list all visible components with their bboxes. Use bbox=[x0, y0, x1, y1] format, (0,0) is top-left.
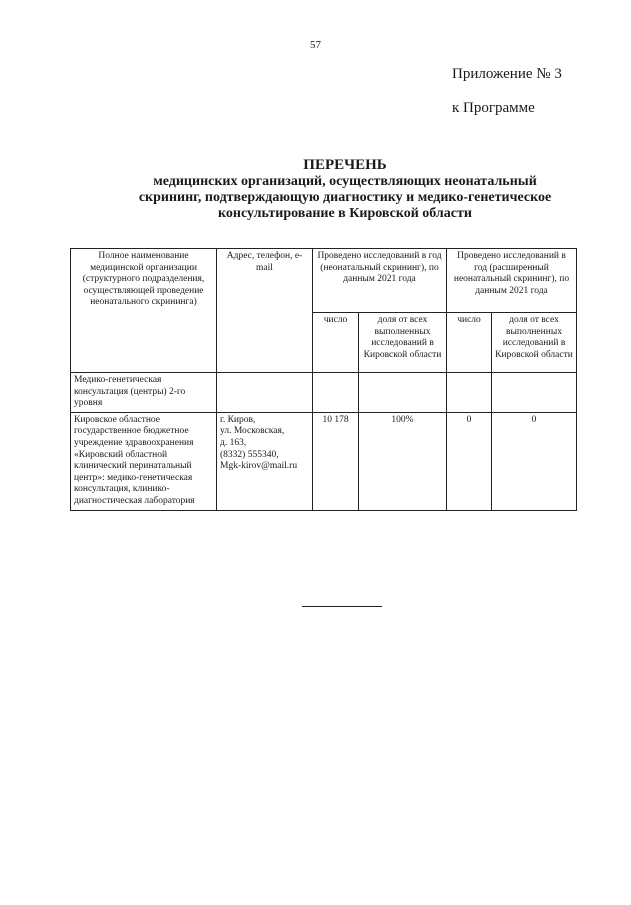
neonatal-count: 10 178 bbox=[313, 412, 359, 510]
subheader-extended-count: число bbox=[447, 313, 492, 373]
document-title bbox=[130, 157, 560, 222]
section-label: Медико-генетическая консультация (центры) 2-го уровня bbox=[71, 373, 217, 413]
address-phone: (8332) 555340, bbox=[220, 449, 279, 460]
title-line-1: медицинских организаций, осуществляющих неонатальный bbox=[153, 174, 537, 189]
address-street: ул. Московская, bbox=[220, 426, 285, 437]
program-label: к Программе bbox=[452, 100, 535, 116]
header-neonatal: Проведено исследований в год (неонатальный скрининг), по данным 2021 года bbox=[313, 249, 447, 313]
subheader-neonatal-count: число bbox=[313, 313, 359, 373]
closing-rule bbox=[302, 606, 382, 607]
header-extended: Проведено исследований в год (расширенный неонатальный скрининг), по данным 2021 года bbox=[447, 249, 577, 313]
page-number: 57 bbox=[310, 39, 321, 51]
table-header-row bbox=[71, 249, 577, 313]
extended-count: 0 bbox=[447, 412, 492, 510]
org-name: Кировское областное государственное бюджетное учреждение здравоохранения «Кировский областной клинический перинатальный центр»: медико-генетическая консультация, клинико-диагностическая лаборатория bbox=[71, 412, 217, 510]
title-heading: ПЕРЕЧЕНЬ bbox=[303, 157, 387, 173]
title-line-3: консультирование в Кировской области bbox=[218, 206, 472, 221]
section-empty-cell bbox=[492, 373, 577, 413]
section-empty-cell bbox=[313, 373, 359, 413]
header-address: Адрес, телефон, e-mail bbox=[217, 249, 313, 373]
table-row bbox=[71, 412, 577, 510]
appendix-label: Приложение № 3 bbox=[452, 66, 562, 82]
organizations-table bbox=[70, 248, 577, 511]
address-building: д. 163, bbox=[220, 437, 247, 448]
section-empty-cell bbox=[447, 373, 492, 413]
neonatal-share: 100% bbox=[359, 412, 447, 510]
section-empty-cell bbox=[217, 373, 313, 413]
header-name: Полное наименование медицинской организации (структурного подразделения, осуществляющей проведение неонатального скрининга) bbox=[71, 249, 217, 373]
title-line-2: скрининг, подтверждающую диагностику и медико-генетическое bbox=[138, 190, 552, 205]
address-email: Mgk-kirov@mail.ru bbox=[220, 461, 298, 472]
subheader-extended-share: доля от всех выполненных исследований в Кировской области bbox=[492, 313, 577, 373]
org-address bbox=[217, 412, 313, 510]
subheader-neonatal-share: доля от всех выполненных исследований в Кировской области bbox=[359, 313, 447, 373]
table-section-row bbox=[71, 373, 577, 413]
extended-share: 0 bbox=[492, 412, 577, 510]
address-city: г. Киров, bbox=[220, 414, 256, 425]
section-empty-cell bbox=[359, 373, 447, 413]
